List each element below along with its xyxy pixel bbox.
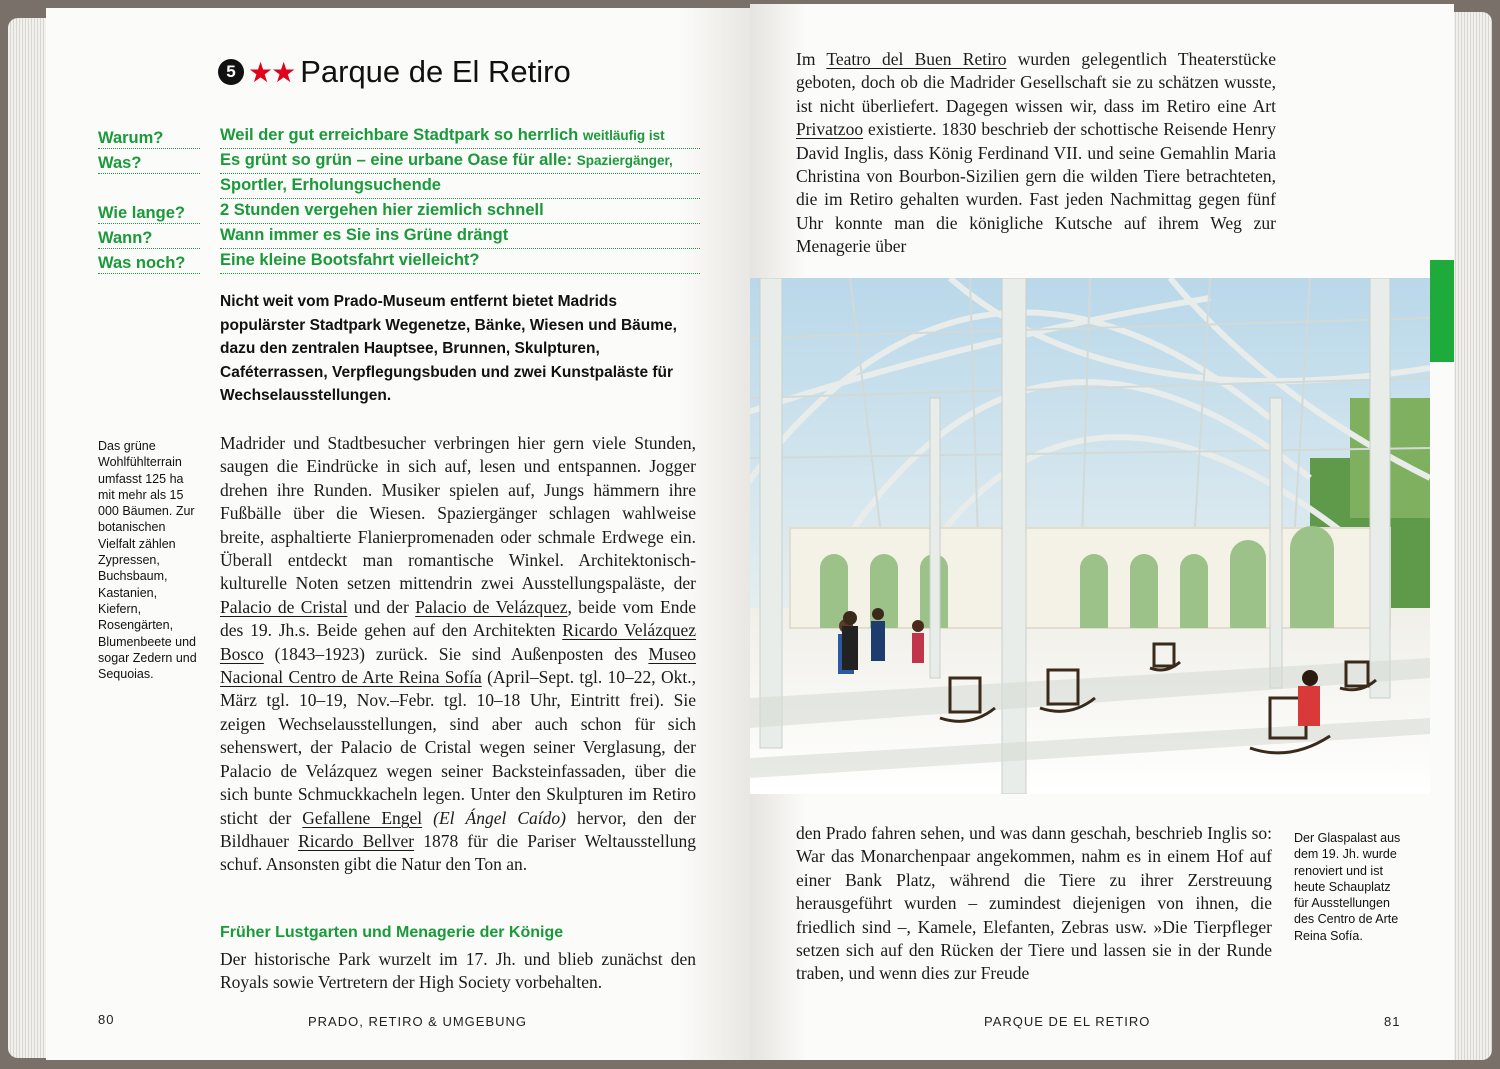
- quick-facts: [98, 124, 700, 274]
- qa-question: Wie lange?: [98, 203, 200, 224]
- left-page: [46, 8, 750, 1060]
- intro-paragraph: Nicht weit vom Prado-Museum entfernt bietet Madrids populärster Stadtpark Wegenetze, Bänke, Wiesen und Bäume, dazu den zentralen Hauptsee, Brunnen, Skulpturen, Caféterrassen, Verpflegungsbuden und zwei Kunstpaläste für Wechselausstellungen.: [220, 293, 677, 404]
- right-page: [750, 4, 1454, 1060]
- chapter-tab-marker: [1430, 260, 1454, 362]
- book-page-edges-right: [1452, 12, 1492, 1060]
- link-gefallene-engel[interactable]: Gefallene Engel: [302, 807, 423, 828]
- page-title: Parque de El Retiro: [300, 54, 571, 89]
- link-palacio-de-cristal[interactable]: Palacio de Cristal: [220, 596, 348, 617]
- book-page-edges-left: [8, 18, 48, 1058]
- qa-row: [98, 124, 700, 149]
- qa-answer: Weil der gut erreichbare Stadtpark so herrlich weitläufig ist: [220, 124, 700, 149]
- margin-note: Das grüne Wohlfühlterrain umfasst 125 ha mit mehr als 15 000 Bäumen. Zur botanischen Vielfalt zählen Zypressen, Buchsbaum, Kastanien, Kiefern, Rosengärten, Blumenbeete und sogar Zedern und Sequoias.: [98, 439, 197, 682]
- qa-question: Warum?: [98, 128, 200, 149]
- qa-question: Was?: [98, 153, 200, 174]
- qa-row-continued: [98, 174, 700, 199]
- link-ricardo-bellver[interactable]: Ricardo Bellver: [298, 830, 415, 851]
- section-title: [218, 52, 571, 92]
- qa-row: [98, 249, 700, 274]
- star-rating-icon: ★★: [248, 55, 295, 89]
- body-text: Madrider und Stadtbesucher verbringen hier gern viele Stunden, saugen die Eindrücke in sich auf, lesen und entspannen. Jogger drehen ihre Runden. Musiker spielen auf, Jungs hämmern ihre Fußbälle über die Wiesen. Spaziergänger schlagen wahlweise breite, asphaltierte Flanierpromenaden oder schmale Erdwege ein. Überall entdeckt man romantische Winkel. Architektonisch-kulturelle Noten setzen mittendrin zwei Ausstellungspaläste, der Palacio de Cristal und der Palacio de Velázquez, beide vom Ende des 19. Jh.s. Beide gehen auf den Architekten Ricardo Velázquez Bosco (1843–1923) zurück. Sie sind Außenposten des Museo Nacional Centro de Arte Reina Sofía (April–Sept. tgl. 10–22, Okt., März tgl. 10–19, Nov.–Febr. tgl. 10–18 Uhr, Eintritt frei). Sie zeigen Wechselausstellungen, sind aber auch schon für sich sehenswert, der Palacio de Cristal wegen seiner Verglasung, der Palacio de Velázquez wegen seiner Backsteinfassaden, über die sich bunte Schmuckkacheln legen. Unter den Skulpturen im Retiro sticht der Gefallene Engel (El Ángel Caído) hervor, den der Bildhauer Ricardo Bellver 1878 für die Pariser Weltausstellung schuf. Ansonsten gibt die Natur den Ton an.: [220, 433, 697, 875]
- qa-answer: Wann immer es Sie ins Grüne drängt: [220, 224, 700, 249]
- qa-answer: Es grünt so grün – eine urbane Oase für alle: Spaziergänger,: [220, 149, 700, 174]
- page-number: 80: [98, 1012, 115, 1027]
- subheading: Früher Lustgarten und Menagerie der Könige: [220, 924, 564, 941]
- link-museo-reina-sofia[interactable]: Museo Nacional Centro de Arte Reina Sofía: [220, 643, 697, 688]
- running-header: PARQUE DE EL RETIRO: [984, 1014, 1151, 1029]
- qa-answer: Eine kleine Bootsfahrt vielleicht?: [220, 249, 700, 274]
- qa-row: [98, 224, 700, 249]
- qa-row: [98, 149, 700, 174]
- qa-row: [98, 199, 700, 224]
- link-palacio-de-velazquez[interactable]: Palacio de Velázquez: [415, 596, 568, 617]
- qa-question: Was noch?: [98, 253, 200, 274]
- photo-caption: Der Glaspalast aus dem 19. Jh. wurde renoviert und ist heute Schauplatz für Ausstellungen des Centro de Arte Reina Sofía.: [1294, 831, 1401, 943]
- crystal-palace-photo: [750, 278, 1430, 794]
- link-teatro-del-buen-retiro[interactable]: Teatro del Buen Retiro: [826, 49, 1007, 69]
- body-text-continued: den Prado fahren sehen, und was dann geschah, beschrieb Inglis so: War das Monarchenpaar angekommen, nahm es in einem Hof auf einer Bank Platz, während die Tiere zu ihrer Zerstreuung herausgeführt wurden – zumindest diejenigen von ihnen, die friedlich sind –, Kamele, Elefanten, Zebras usw. »Die Tierpfleger setzen sich auf den Rücken der Tiere und lassen sie in der Runde traben, und wenn dies zur Freude: [796, 823, 1272, 984]
- body-text: Im Teatro del Buen Retiro wurden gelegentlich Theaterstücke geboten, doch ob die Madrider Gesellschaft sie zu schätzen wusste, ist nicht überliefert. Dagegen wissen wir, dass im Retiro eine Art Privatzoo existierte. 1830 beschrieb der schottische Reisende Henry David Inglis, dass König Ferdinand VII. und seine Gemahlin Maria Christina von Bourbon-Sizilien gern die wilden Tiere betrachteten, die im Retiro gehalten wurden. Fast jeden Nachmittag gegen fünf Uhr konnte man die königliche Kutsche auf ihrem Weg zur Menagerie über: [796, 49, 1276, 257]
- running-header: PRADO, RETIRO & UMGEBUNG: [308, 1014, 528, 1029]
- link-privatzoo[interactable]: Privatzoo: [796, 119, 864, 140]
- glass-palace-interior-image: [750, 278, 1430, 794]
- qa-question: Wann?: [98, 228, 200, 249]
- link-ricardo-velazquez-bosco[interactable]: Ricardo Velázquez Bosco: [220, 620, 697, 664]
- qa-answer: Sportler, Erholungsuchende: [220, 174, 700, 199]
- section-number-badge: 5: [218, 59, 244, 85]
- qa-answer: 2 Stunden vergehen hier ziemlich schnell: [220, 199, 700, 224]
- body-text-continued: Der historische Park wurzelt im 17. Jh. und blieb zunächst den Royals sowie Vertretern der High Society vorbehalten.: [220, 949, 696, 993]
- page-number: 81: [1384, 1014, 1401, 1029]
